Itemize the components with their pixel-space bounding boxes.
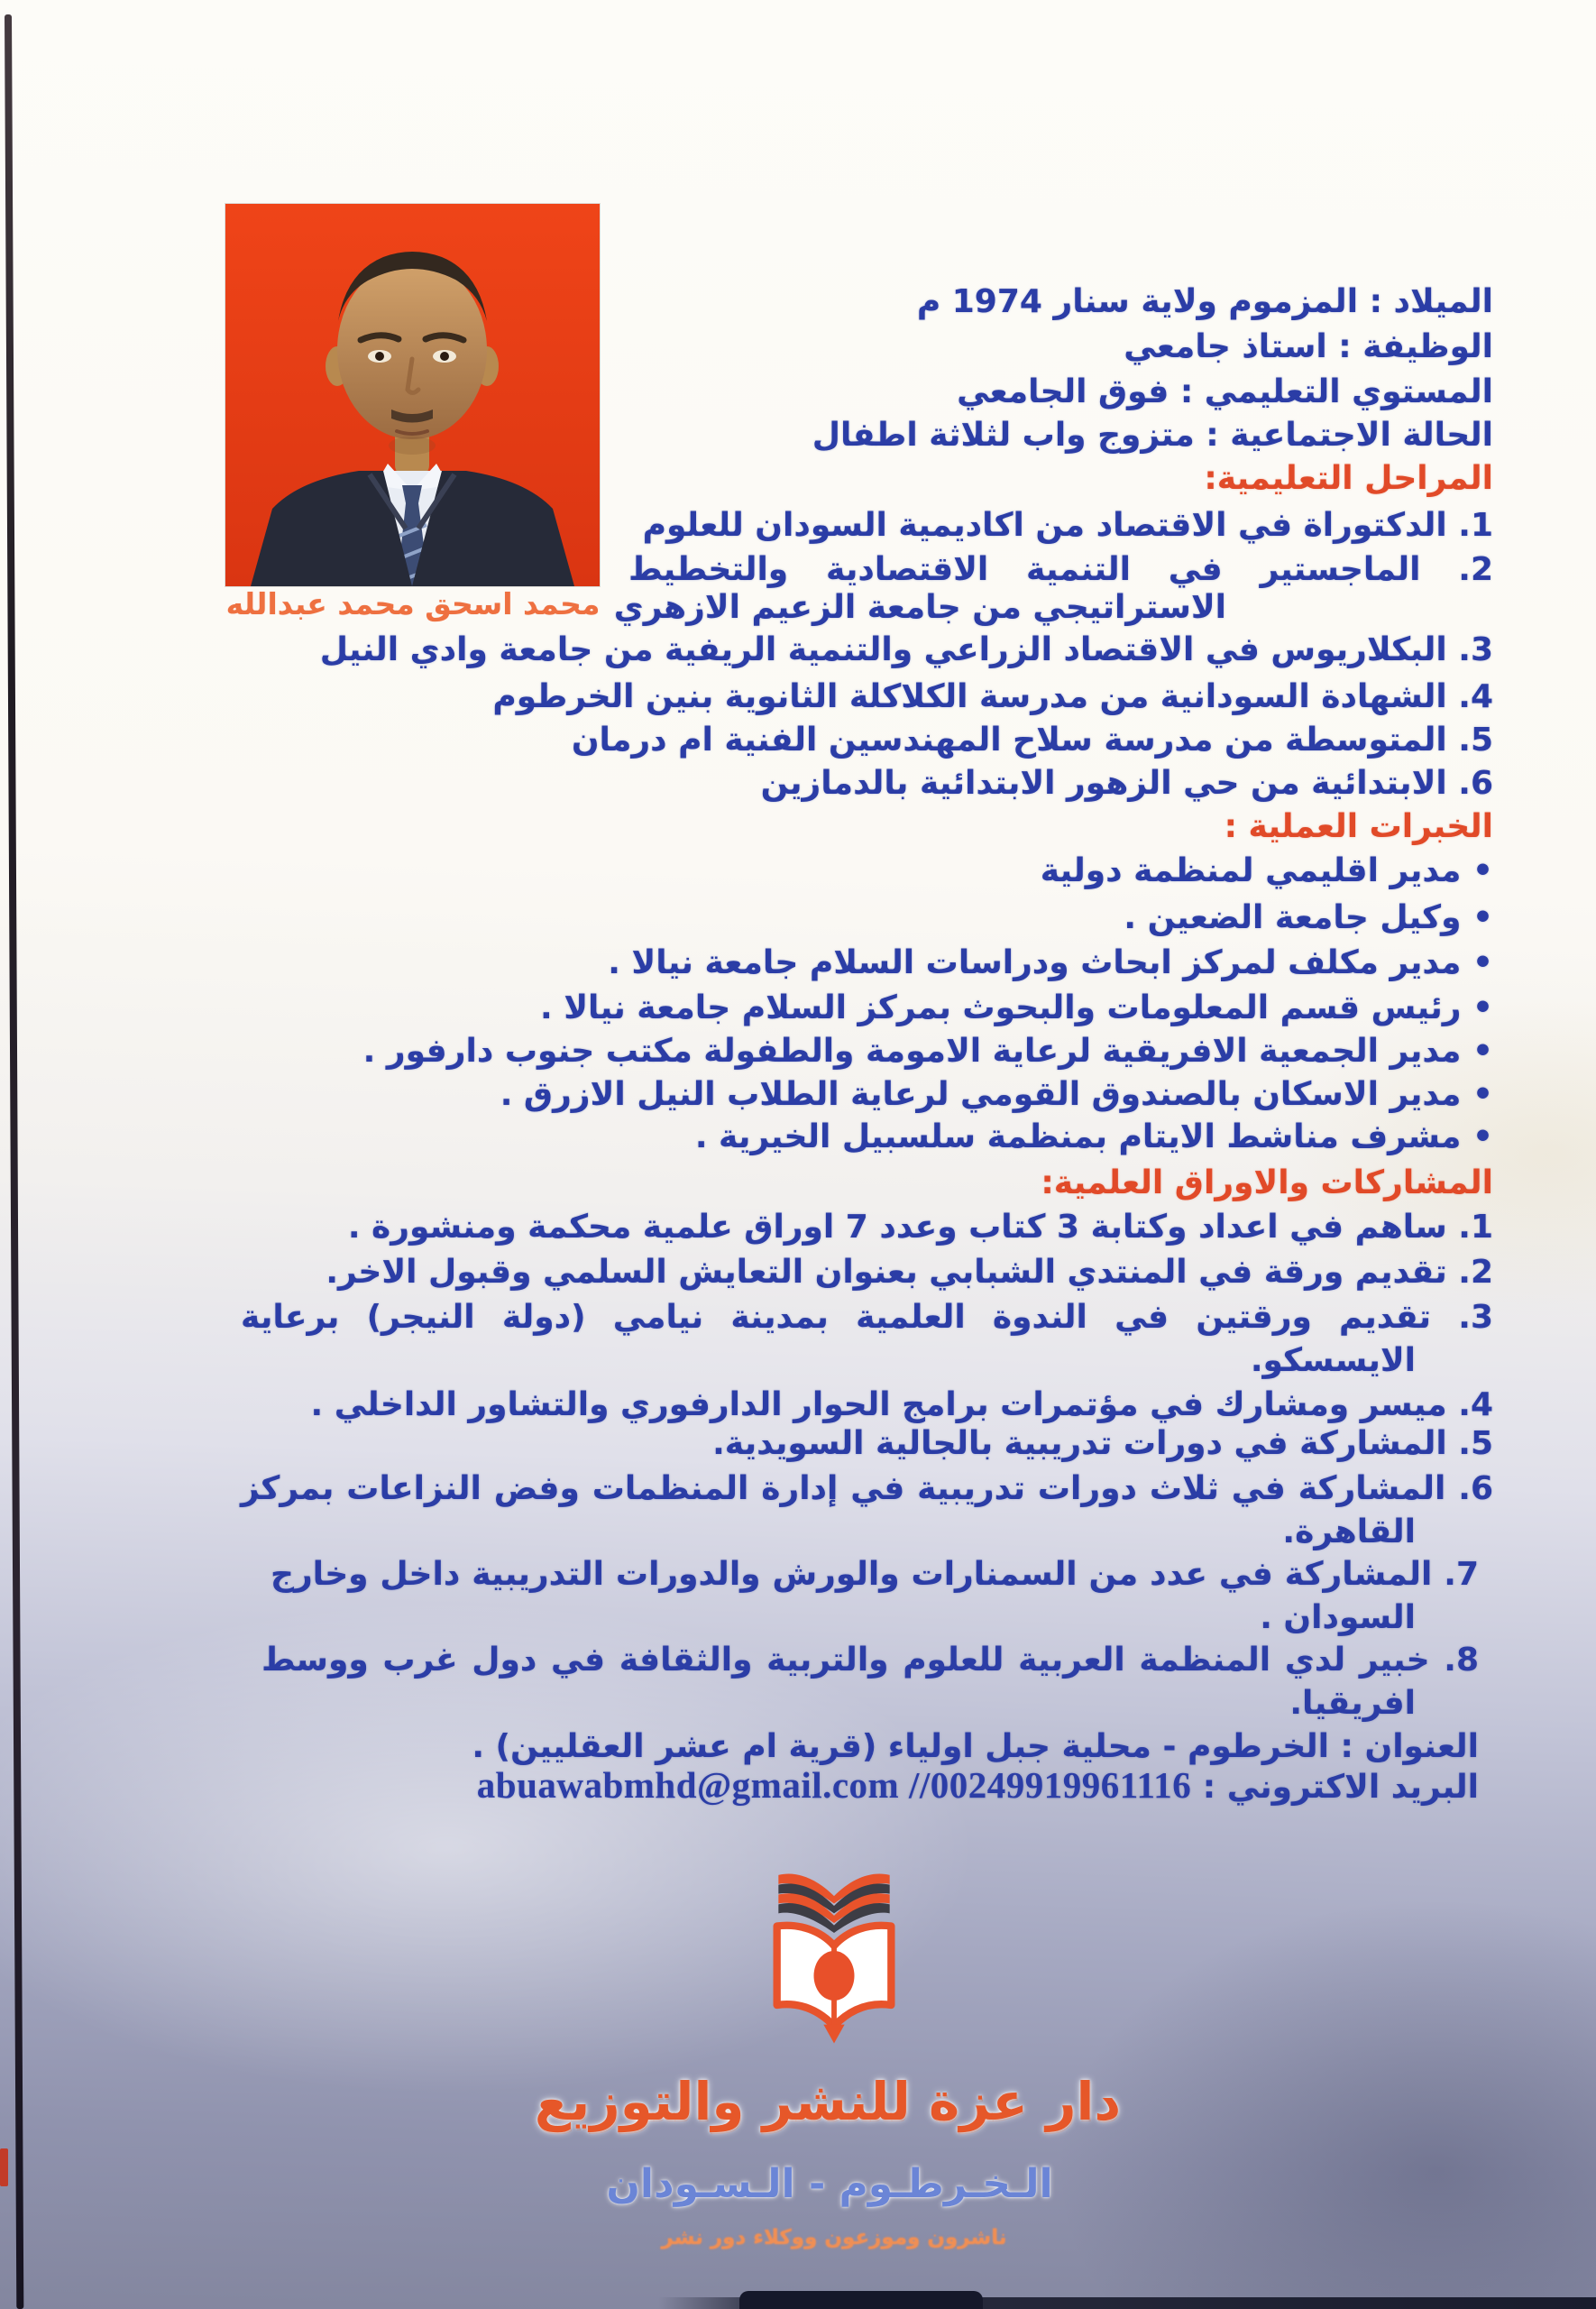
- personal-info-line-education-level: المستوي التعليمي : فوق الجامعي: [957, 373, 1493, 410]
- education-line: 3. البكلاريوس في الاقتصاد الزراعي والتنمية الريفية من جامعة وادي النيل: [319, 631, 1493, 668]
- education-line: 6. الابتدائية من حي الزهور الابتدائية بالدمازين: [760, 765, 1493, 802]
- education-line: 4. الشهادة السودانية من مدرسة الكلاكلة الثانوية بنين الخرطوم: [492, 678, 1493, 715]
- section-heading-education: المراحل التعليمية:: [1204, 460, 1493, 497]
- participation-line: 3. تقديم ورقتين في الندوة العلمية بمدينة نيامي (دولة النيجر) برعاية: [241, 1299, 1493, 1336]
- education-line: 1. الدكتوراة في الاقتصاد من اكاديمية السودان للعلوم: [642, 507, 1493, 544]
- participation-line: 5. المشاركة في دورات تدريبية بالجالية السويدية.: [712, 1425, 1493, 1462]
- education-line-continuation: الاستراتيجي من جامعة الزعيم الازهري: [613, 589, 1226, 626]
- portrait-photo: [225, 204, 600, 586]
- participation-line: 8. خبير لدي المنظمة العربية للعلوم والتربية والثقافة في دول غرب ووسط: [261, 1642, 1479, 1679]
- personal-info-line-marital-status: الحالة الاجتماعية : متزوج واب لثلاثة اطفال: [812, 417, 1493, 454]
- participation-line: 4. ميسر ومشارك في مؤتمرات برامج الحوار الدارفوري والتشاور الداخلي .: [310, 1386, 1493, 1423]
- personal-info-line-birth: الميلاد : المزموم ولاية سنار 1974 م: [916, 283, 1493, 320]
- open-book-with-sun-icon: [766, 1856, 902, 2046]
- experience-item: • مدير اقليمي لمنظمة دولية: [1040, 852, 1493, 889]
- participation-line-continuation: افريقيا.: [1289, 1685, 1416, 1722]
- scan-bottom-blob-artifact: [739, 2291, 983, 2309]
- personal-info-line-job: الوظيفة : استاذ جامعي: [1124, 328, 1493, 365]
- publisher-location: الـخـرطـوم - الـسـودان: [606, 2161, 1053, 2207]
- portrait-illustration: [225, 204, 600, 586]
- publisher-name: دار عزة للنشر والتوزيع: [534, 2071, 1122, 2132]
- experience-item: • مدير مكلف لمركز ابحاث ودراسات السلام جامعة نيالا .: [608, 944, 1493, 981]
- participation-line-continuation: السودان .: [1260, 1599, 1416, 1636]
- participation-line: 1. ساهم في اعداد وكتابة 3 كتاب وعدد 7 اوراق علمية محكمة ومنشورة .: [347, 1209, 1493, 1246]
- experience-item: • مدير الاسكان بالصندوق القومي لرعاية الطلاب النيل الازرق .: [500, 1076, 1493, 1113]
- education-line: 2. الماجستير في التنمية الاقتصادية والتخطيط: [628, 551, 1493, 588]
- email-line: [477, 1764, 1479, 1808]
- section-heading-participations: المشاركات والاوراق العلمية:: [1041, 1164, 1493, 1201]
- experience-item: • مشرف مناشط الايتام بمنظمة سلسبيل الخيرية .: [694, 1118, 1493, 1155]
- email-label: البريد الاكتروني :: [1202, 1769, 1479, 1806]
- section-heading-experience: الخبرات العملية :: [1224, 808, 1493, 845]
- scan-red-mark-artifact: [0, 2148, 8, 2186]
- experience-item: • رئيس قسم المعلومات والبحوث بمركز السلام جامعة نيالا .: [540, 989, 1493, 1026]
- participation-line: 6. المشاركة في ثلاث دورات تدريبية في إدارة المنظمات وفض النزاعات بمركز: [241, 1470, 1493, 1507]
- participation-line: 2. تقديم ورقة في المنتدي الشبابي بعنوان التعايش السلمي وقبول الاخر.: [326, 1254, 1493, 1291]
- participation-line-continuation: القاهرة.: [1282, 1513, 1416, 1550]
- participation-line: 7. المشاركة في عدد من السمنارات والورش والدورات التدريبية داخل وخارج: [271, 1556, 1479, 1593]
- email-value: abuawabmhd@gmail.com //00249919961116: [476, 1764, 1192, 1806]
- participation-line-continuation: الايسسكو.: [1250, 1342, 1416, 1379]
- experience-item: • مدير الجمعية الافريقية لرعاية الامومة والطفولة مكتب جنوب دارفور .: [362, 1033, 1493, 1070]
- education-line: 5. المتوسطة من مدرسة سلاح المهندسين الفنية ام درمان: [571, 722, 1493, 759]
- photo-caption: محمد اسحق محمد عبدالله: [225, 586, 601, 621]
- address-line: العنوان : الخرطوم - محلية جبل اولياء (قرية ام عشر العقليين) .: [472, 1728, 1479, 1765]
- experience-item: • وكيل جامعة الضعين .: [1124, 899, 1493, 936]
- publisher-logo: [766, 1856, 902, 2046]
- publisher-tagline: ناشرون وموزعون ووكلاء دور نشر: [661, 2226, 1007, 2249]
- scan-left-edge-artifact: [5, 14, 23, 2309]
